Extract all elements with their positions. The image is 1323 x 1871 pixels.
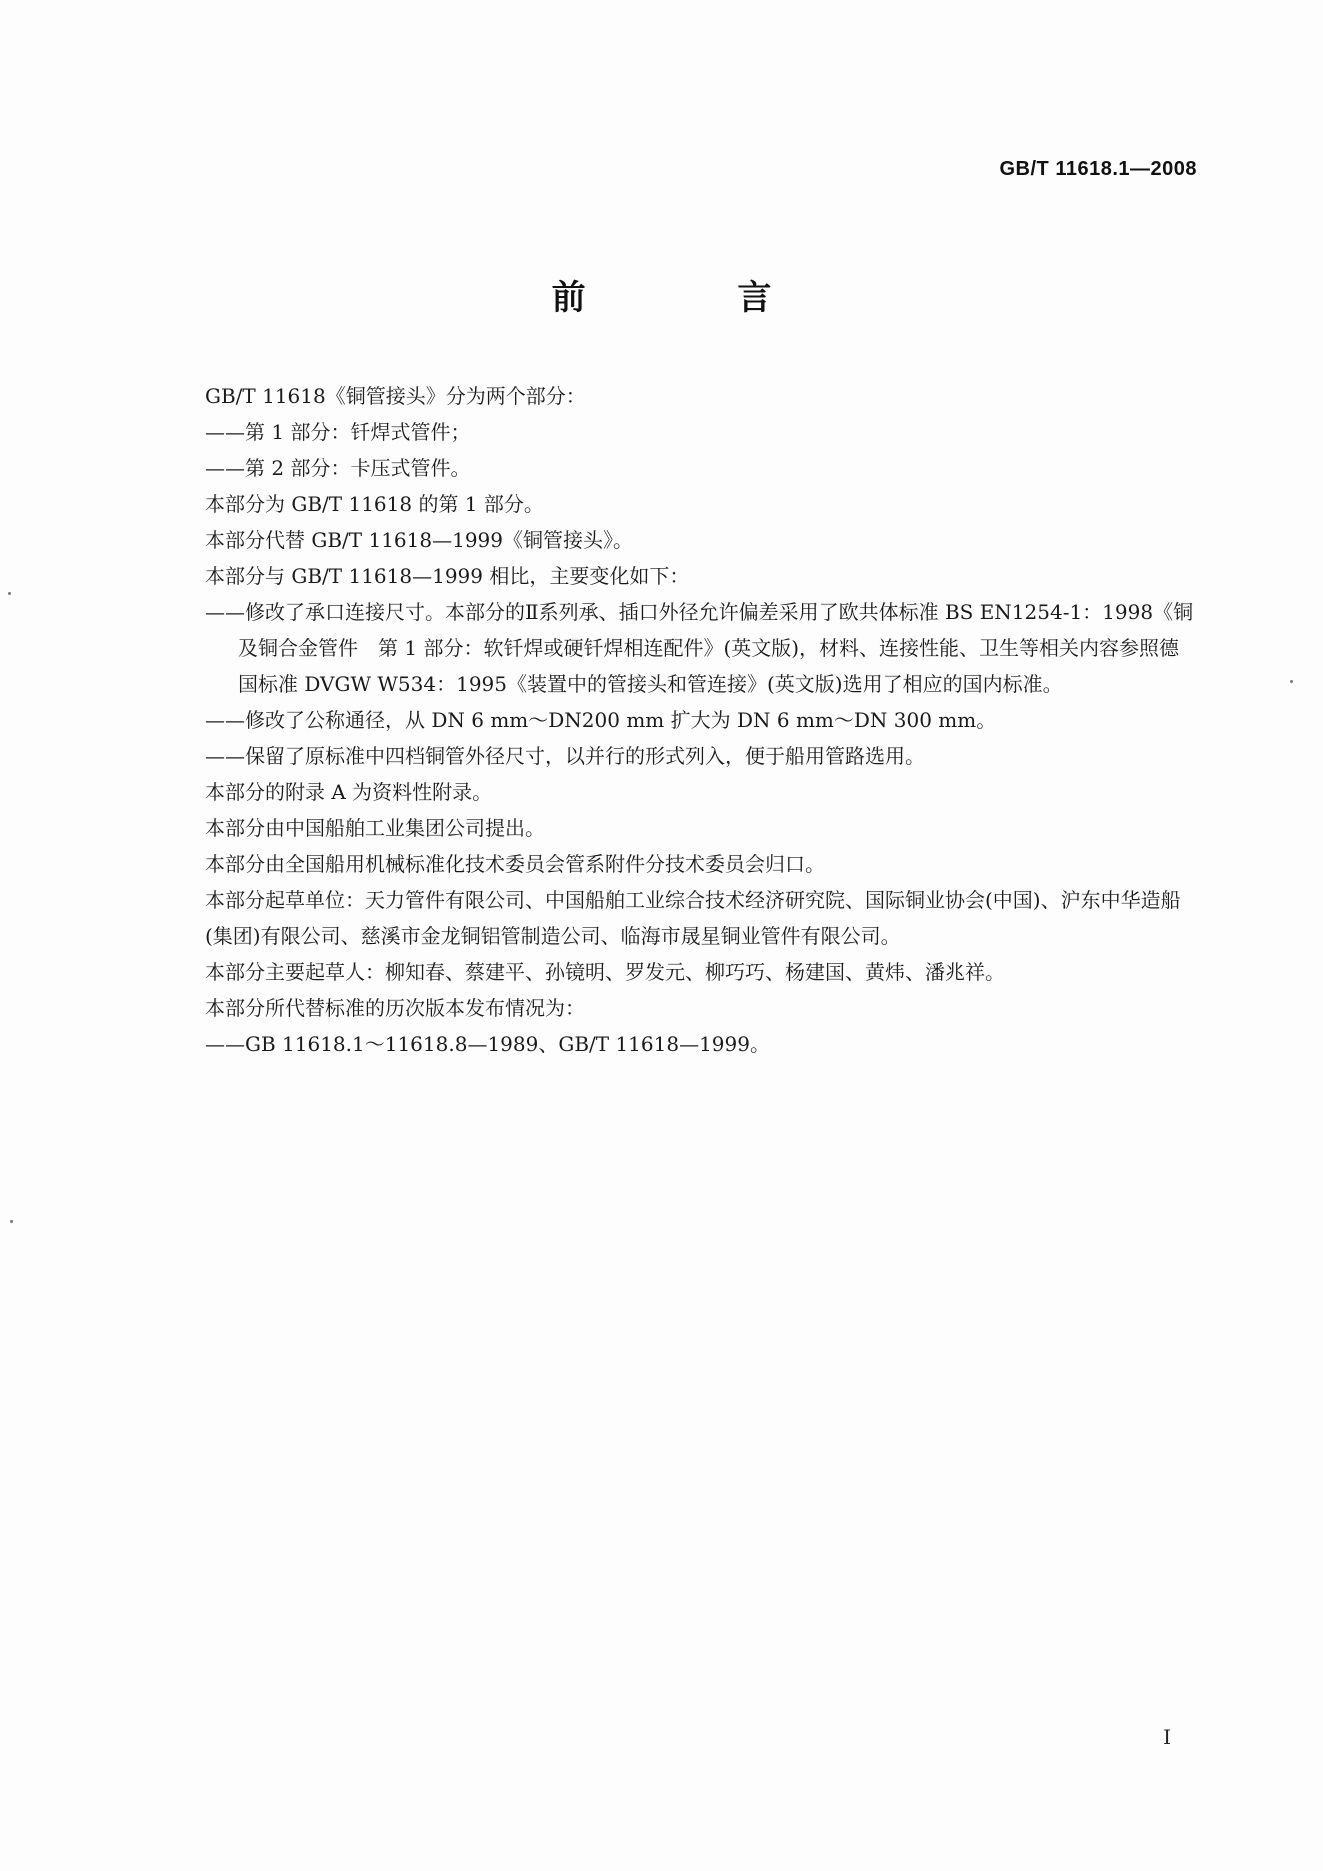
scan-speck bbox=[1290, 680, 1293, 683]
scan-speck bbox=[8, 592, 11, 595]
list-item-part1: ——第 1 部分：钎焊式管件； bbox=[205, 420, 471, 444]
drafting-units-text: 本部分起草单位：天力管件有限公司、中国船舶工业综合技术经济研究院、国际铜业协会(中国)、沪东中华造船(集团)有限公司、慈溪市金龙铜铝管制造公司、临海市晟星铜业管件有限公司。 bbox=[205, 888, 1181, 948]
paragraph-managed-by: 本部分由全国船用机械标准化技术委员会管系附件分技术委员会归口。 bbox=[205, 852, 825, 876]
standard-code: GB/T 11618.1—2008 bbox=[999, 158, 1197, 180]
foreword-body bbox=[205, 378, 1195, 1062]
scan-speck bbox=[10, 1220, 13, 1223]
list-item-change-2: ——修改了公称通径，从 DN 6 mm～DN200 mm 扩大为 DN 6 mm～DN 300 mm。 bbox=[205, 708, 997, 732]
paragraph-replaces: 本部分代替 GB/T 11618—1999《铜管接头》。 bbox=[205, 528, 633, 552]
list-item-change-1 bbox=[205, 594, 1195, 702]
list-item-part2: ——第 2 部分：卡压式管件。 bbox=[205, 456, 471, 480]
paragraph-proposed-by: 本部分由中国船舶工业集团公司提出。 bbox=[205, 816, 545, 840]
paragraph-drafting-units bbox=[205, 882, 1195, 954]
list-item-change-3: ——保留了原标准中四档铜管外径尺寸，以并行的形式列入，便于船用管路选用。 bbox=[205, 744, 925, 768]
list-item-history: ——GB 11618.1～11618.8—1989、GB/T 11618—1999。 bbox=[205, 1032, 770, 1056]
paragraph-part-of: 本部分为 GB/T 11618 的第 1 部分。 bbox=[205, 492, 544, 516]
paragraph-changes-intro: 本部分与 GB/T 11618—1999 相比，主要变化如下： bbox=[205, 564, 690, 588]
paragraph-drafters: 本部分主要起草人：柳知春、蔡建平、孙镜明、罗发元、柳巧巧、杨建国、黄炜、潘兆祥。 bbox=[205, 960, 1005, 984]
page-title: 前 言 bbox=[551, 278, 842, 318]
paragraph-intro: GB/T 11618《铜管接头》分为两个部分： bbox=[205, 384, 586, 408]
page-number: I bbox=[1163, 1725, 1171, 1749]
paragraph-history-intro: 本部分所代替标准的历次版本发布情况为： bbox=[205, 996, 585, 1020]
change-1-text: ——修改了承口连接尺寸。本部分的Ⅱ系列承、插口外径允许偏差采用了欧共体标准 BS EN1254-1：1998《铜及铜合金管件 第 1 部分：软钎焊或硬钎焊相连配件》(英文版)，材料、连接性能、卫生等相关内容参照德国标准 DVGW W534：1995《装置中的管接头和管连接》(英文版)选用了相应的国内标准。 bbox=[205, 600, 1194, 696]
paragraph-appendix: 本部分的附录 A 为资料性附录。 bbox=[205, 780, 493, 804]
